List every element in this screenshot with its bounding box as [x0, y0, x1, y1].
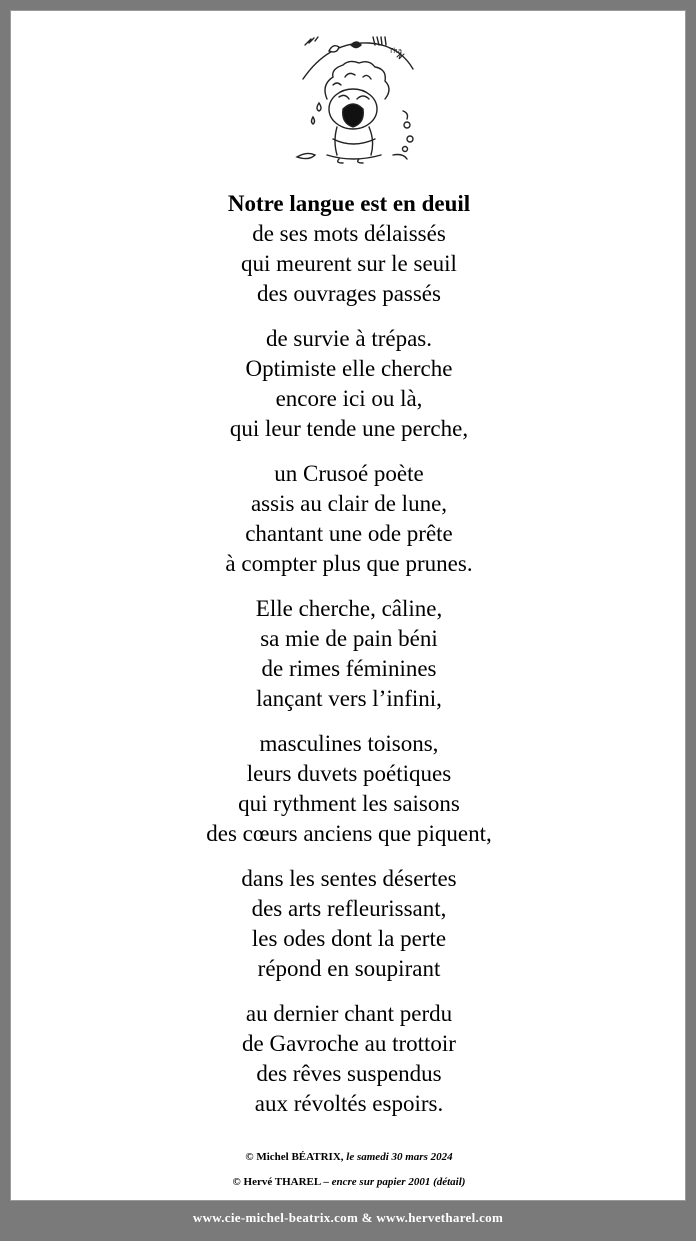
poem-line: masculines toisons,	[259, 731, 439, 756]
poem-line: des arts refleurissant,	[251, 896, 447, 921]
poem-line: au dernier chant perdu	[245, 1001, 453, 1026]
stanza	[11, 324, 687, 444]
poem-line: un Crusoé poète	[274, 461, 424, 486]
poem-line: aux révoltés espoirs.	[254, 1091, 444, 1116]
poem-line: qui rythment les saisons	[238, 791, 460, 816]
poem-line: Optimiste elle cherche	[245, 356, 453, 381]
poem-card	[10, 10, 686, 1201]
credits	[11, 1151, 687, 1201]
poem-title-line: Notre langue est en deuil	[227, 191, 471, 216]
poem-line: lançant vers l’infini,	[256, 686, 442, 711]
poem-line: à compter plus que prunes.	[225, 551, 473, 576]
poem-line: de ses mots délaissés	[252, 221, 446, 246]
poem-line: leurs duvets poétiques	[246, 761, 452, 786]
stanza	[11, 459, 687, 579]
poem-line: de survie à trépas.	[265, 326, 433, 351]
artist-signature: Tha	[389, 47, 403, 55]
stanza	[11, 729, 687, 849]
poem-line: qui leur tende une perche,	[229, 416, 469, 441]
poem-line: les odes dont la perte	[251, 926, 447, 951]
poem-line: dans les sentes désertes	[241, 866, 457, 891]
poem-line: de Gavroche au trottoir	[242, 1031, 456, 1056]
poem	[11, 189, 687, 1134]
poem-line: des ouvrages passés	[257, 281, 441, 306]
author-name: © Michel BÉATRIX,	[245, 1151, 344, 1163]
poem-line: chantant une ode prête	[245, 521, 453, 546]
poem-line: répond en soupirant	[257, 956, 441, 981]
poem-line: assis au clair de lune,	[250, 491, 448, 516]
footer-links[interactable]: www.cie-michel-beatrix.com & www.hervetharel.com	[192, 1210, 504, 1225]
author-credit	[11, 1151, 687, 1164]
poem-line: de rimes féminines	[261, 656, 437, 681]
poem-line: des rêves suspendus	[256, 1061, 442, 1086]
poem-line: qui meurent sur le seuil	[241, 251, 457, 276]
poem-line: sa mie de pain béni	[260, 626, 438, 651]
artist-note: encre sur papier 2001 (détail)	[331, 1176, 466, 1188]
crying-child-drawing-icon	[289, 29, 419, 169]
stanza	[11, 864, 687, 984]
author-date: le samedi 30 mars 2024	[346, 1151, 453, 1163]
artist-credit	[11, 1176, 687, 1189]
stanza	[11, 999, 687, 1119]
poem-line: des cœurs anciens que piquent,	[206, 821, 492, 846]
stanza	[11, 189, 687, 309]
artist-name: © Hervé THAREL –	[232, 1176, 329, 1188]
poem-line: encore ici ou là,	[275, 386, 423, 411]
stanza	[11, 594, 687, 714]
poem-line: Elle cherche, câline,	[255, 596, 443, 621]
